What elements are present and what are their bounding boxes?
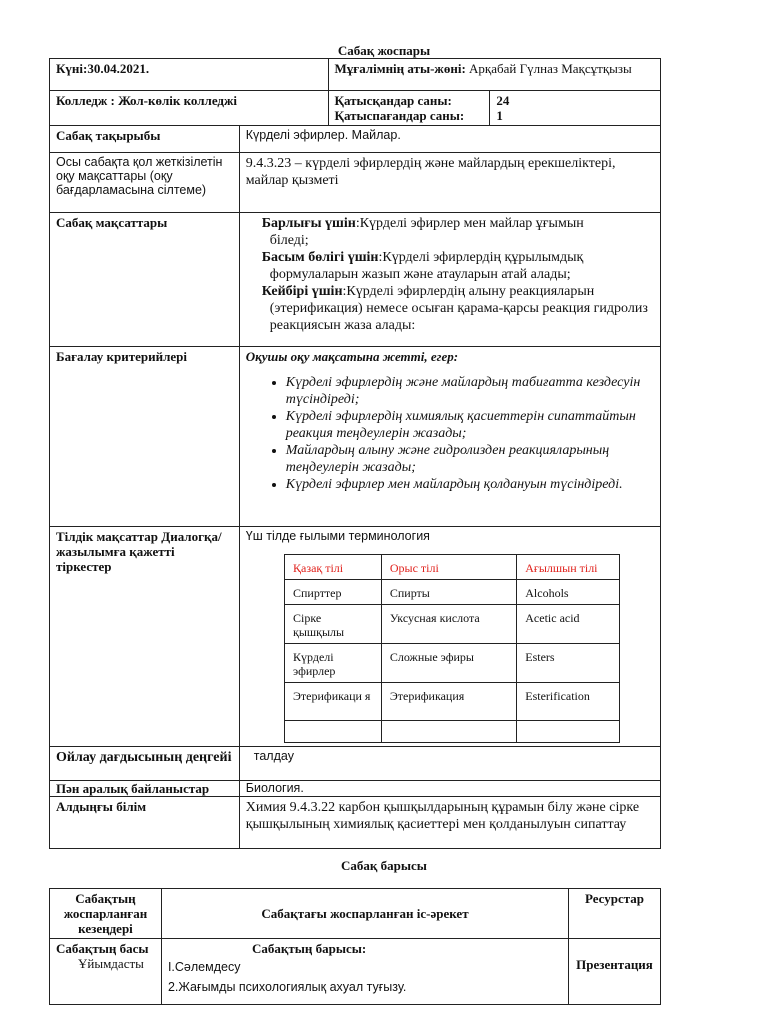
vocab-cell: Alcohols (517, 580, 620, 605)
stage-label: Сабақтың басы (56, 941, 149, 956)
vocab-empty-cell (517, 721, 620, 743)
activity-header: Сабақтағы жоспарланған іс-әрекет (161, 889, 568, 939)
activity-title: Сабақтың барысы: (251, 941, 367, 956)
present-value: 24 (496, 93, 510, 108)
activity-cell (161, 939, 568, 1005)
lesson-progress-table (49, 888, 661, 1005)
vocab-cell: Сірке қышқылы (285, 605, 382, 644)
activity-item: I.Сәлемдесу (167, 960, 241, 974)
criteria-item: • Күрделі эфирлер мен майлардың қолдануын түсіндіреді. (286, 476, 654, 493)
absent-label: Қатыспағандар саны: (334, 108, 465, 123)
progress-section-title: Сабақ барысы (341, 858, 427, 873)
teacher-cell (328, 59, 660, 91)
vocab-cell: Этерификаци я (285, 683, 382, 721)
teacher-label: Мұғалімнің аты-жөні: (334, 61, 466, 76)
criteria-cell (239, 347, 660, 527)
vocab-cell: Esterification (517, 683, 620, 721)
vocab-header-kazakh: Қазақ тілі (285, 555, 382, 580)
stages-header: Сабақтың жоспарланған кезеңдері (50, 889, 162, 939)
thinking-value: талдау (239, 747, 660, 781)
stage-sub: Ұйымдасты (78, 956, 144, 971)
objectives-label: Осы сабақта қол жеткізілетін оқу мақсаттары (оқу бағдарламасына сілтеме) (50, 153, 240, 213)
criteria-item: • Күрделі эфирлердің және майлардың табиғатта кездесуін түсіндіреді; (286, 374, 654, 408)
resource-cell: Презентация (569, 939, 661, 1005)
attendance-values (490, 91, 661, 126)
interdisc-value: Биология. (239, 781, 660, 797)
teacher-name: Арқабай Гүлназ Мақсұтқызы (469, 61, 632, 76)
vocab-header-english: Ағылшын тілі (517, 555, 620, 580)
absent-value: 1 (496, 108, 503, 123)
goals-label: Сабақ мақсаттары (50, 213, 240, 347)
vocab-cell: Спирттер (285, 580, 382, 605)
objectives-value: 9.4.3.23 – күрделі эфирлердің және майлардың ерекшеліктері, майлар қызметі (239, 153, 660, 213)
vocab-cell: Уксусная кислота (381, 605, 516, 644)
page-title: Сабақ жоспары (337, 43, 431, 58)
activity-item: 2.Жағымды психологиялық ахуал туғызу. (167, 980, 407, 994)
prior-value: Химия 9.4.3.22 карбон қышқылдарының құрамын білу және сірке қышқылының химиялық қасиеттері мен қолданылуын сипаттау (239, 797, 660, 849)
criteria-item: • Майлардың алыну және гидролизден реакцияларының теңдеулерін жазады; (286, 442, 654, 476)
goals-cell (239, 213, 660, 347)
goal-most: Басым бөлігі үшін:Күрделі эфирлердің құрылымдық формулаларын жазып және атауларын атай алады; (261, 250, 584, 282)
language-intro: Үш тілде ғылыми терминология (245, 529, 430, 543)
vocab-empty-cell (285, 721, 382, 743)
date-cell: Күні:30.04.2021. (50, 59, 329, 91)
vocab-cell: Acetic acid (517, 605, 620, 644)
interdisc-label: Пән аралық байланыстар (50, 781, 240, 797)
vocab-cell: Спирты (381, 580, 516, 605)
attendance-labels (328, 91, 490, 126)
language-label: Тілдік мақсаттар Диалогқа/жазылымға қажетті тіркестер (50, 527, 240, 747)
criteria-intro: Оқушы оқу мақсатына жетті, егер: (245, 349, 459, 364)
topic-value: Күрделі эфирлер. Майлар. (239, 126, 660, 153)
criteria-label: Бағалау критерийлері (50, 347, 240, 527)
vocab-cell: Күрделі эфирлер (285, 644, 382, 683)
vocab-header-russian: Орыс тілі (381, 555, 516, 580)
goal-all: Барлығы үшін:Күрделі эфирлер мен майлар ұғымын біледі; (261, 216, 584, 248)
prior-label: Алдыңғы білім (50, 797, 240, 849)
thinking-label: Ойлау дағдысының деңгейі (50, 747, 240, 781)
topic-label: Сабақ тақырыбы (50, 126, 240, 153)
criteria-item: • Күрделі эфирлердің химиялық қасиеттерін сипаттайтын реакция теңдеулерін жазады; (286, 408, 654, 442)
vocab-cell: Сложные эфиры (381, 644, 516, 683)
vocab-cell: Esters (517, 644, 620, 683)
college-cell: Колледж : Жол-көлік колледжі (50, 91, 329, 126)
present-label: Қатысқандар саны: (334, 93, 452, 108)
resources-header: Ресурстар (569, 889, 661, 939)
stage-cell (50, 939, 162, 1005)
vocab-empty-cell (381, 721, 516, 743)
vocab-cell: Этерификация (381, 683, 516, 721)
vocabulary-table (284, 554, 620, 743)
goal-some: Кейбірі үшін:Күрделі эфирлердің алыну реакцияларын (этерификация) немесе осыған қарама-қарсы реакция гидролиз реакциясын жаза алады: (261, 284, 648, 333)
